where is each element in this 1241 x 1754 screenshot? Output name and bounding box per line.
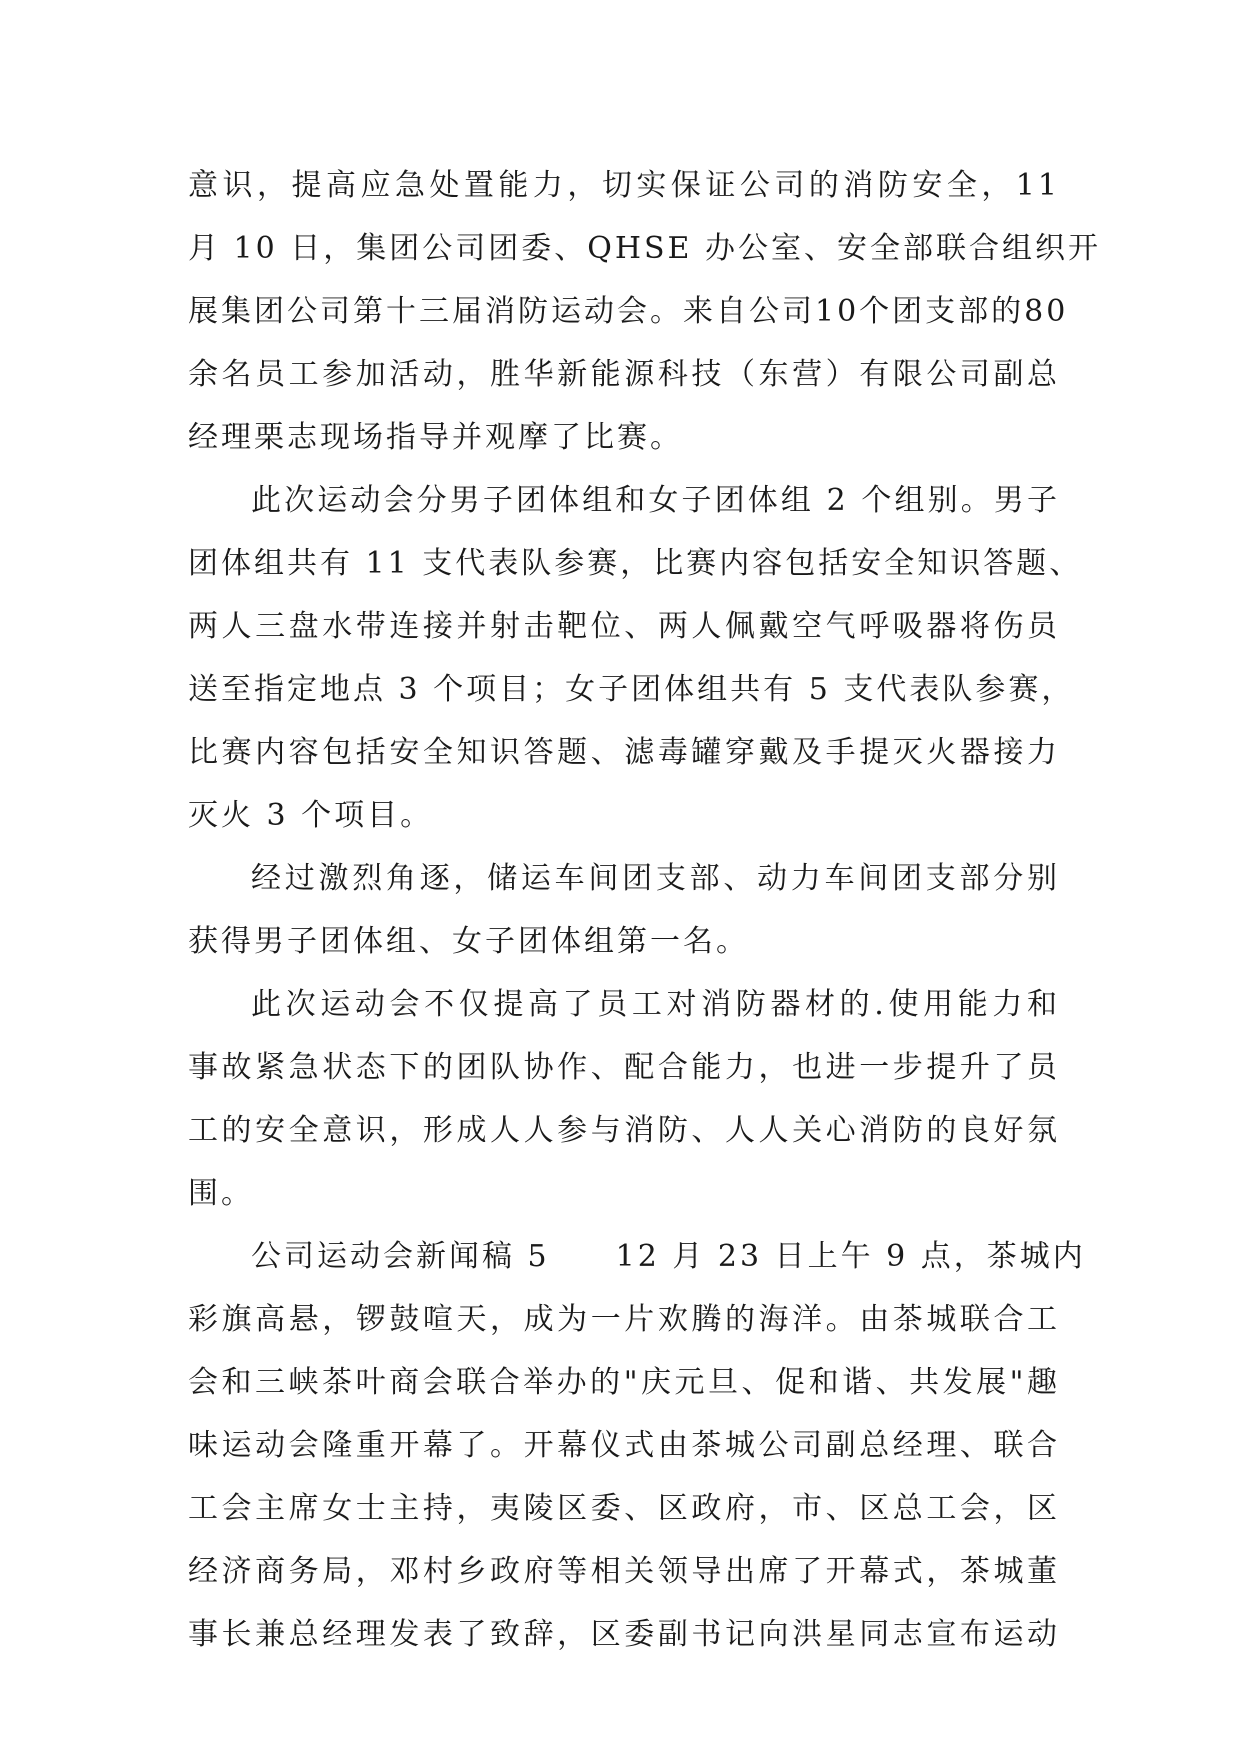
text-line: 月 10 日，集团公司团委、QHSE 办公室、安全部联合组织开 — [188, 231, 1101, 266]
text-line: 围。 — [188, 1176, 254, 1211]
text-line: 公司运动会新闻稿 5 12 月 23 日上午 9 点，茶城内 — [251, 1239, 1086, 1274]
text-line: 比赛内容包括安全知识答题、滤毒罐穿戴及手提灭火器接力 — [188, 735, 1060, 770]
text-line: 会和三峡茶叶商会联合举办的"庆元旦、促和谐、共发展"趣 — [188, 1365, 1060, 1400]
text-line: 余名员工参加活动，胜华新能源科技（东营）有限公司副总 — [188, 357, 1060, 392]
text-line: 团体组共有 11 支代表队参赛，比赛内容包括安全知识答题、 — [188, 546, 1083, 581]
text-line: 经理栗志现场指导并观摩了比赛。 — [188, 420, 683, 455]
text-line: 工的安全意识，形成人人参与消防、人人关心消防的良好氛 — [188, 1113, 1060, 1148]
text-line: 彩旗高悬，锣鼓喧天，成为一片欢腾的海洋。由茶城联合工 — [188, 1302, 1060, 1337]
text-line: 味运动会隆重开幕了。开幕仪式由茶城公司副总经理、联合 — [188, 1428, 1060, 1463]
text-line: 获得男子团体组、女子团体组第一名。 — [188, 924, 749, 959]
text-line: 经过激烈角逐，储运车间团支部、动力车间团支部分别 — [251, 861, 1060, 896]
document-body — [188, 154, 1101, 1666]
text-line: 经济商务局，邓村乡政府等相关领导出席了开幕式，茶城董 — [188, 1554, 1060, 1589]
text-line: 两人三盘水带连接并射击靶位、两人佩戴空气呼吸器将伤员 — [188, 609, 1060, 644]
text-line: 事故紧急状态下的团队协作、配合能力，也进一步提升了员 — [188, 1050, 1060, 1085]
text-line: 事长兼总经理发表了致辞，区委副书记向洪星同志宣布运动 — [188, 1617, 1060, 1652]
text-line: 灭火 3 个项目。 — [188, 798, 434, 833]
text-line: 工会主席女士主持，夷陵区委、区政府，市、区总工会，区 — [188, 1491, 1060, 1526]
text-line: 送至指定地点 3 个项目；女子团体组共有 5 支代表队参赛， — [188, 672, 1075, 707]
text-line: 此次运动会不仅提高了员工对消防器材的.使用能力和 — [251, 987, 1060, 1022]
text-line: 意识，提高应急处置能力，切实保证公司的消防安全，11 — [188, 168, 1060, 203]
text-line: 此次运动会分男子团体组和女子团体组 2 个组别。男子 — [251, 483, 1060, 518]
text-line: 展集团公司第十三届消防运动会。来自公司10个团支部的80 — [188, 294, 1069, 329]
